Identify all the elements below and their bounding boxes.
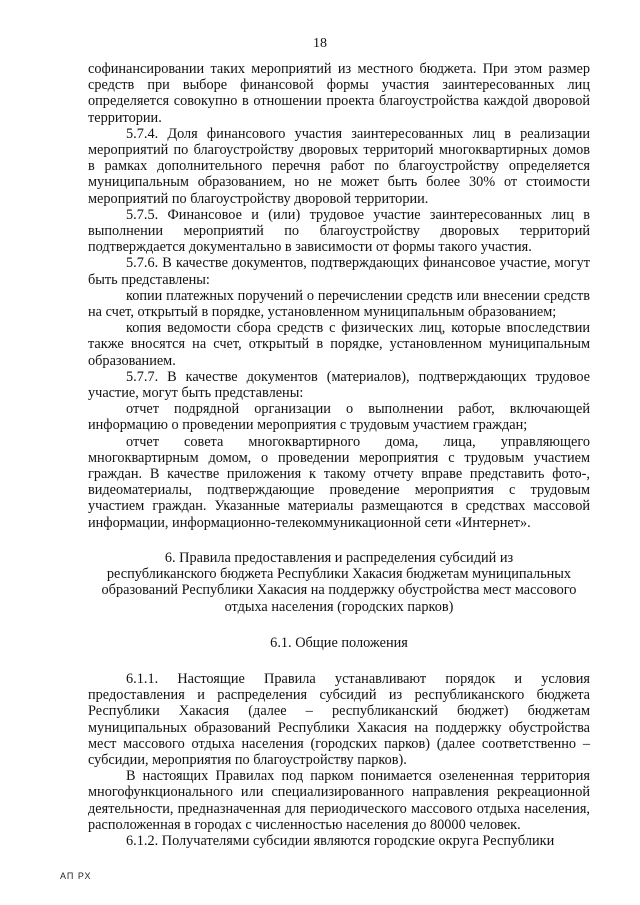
list-item-collection-statement: копия ведомости сбора средств с физических лиц, которые впоследствии также вносятся на счет, открытый в порядке, установленном муниципальным образованием. [88,320,590,369]
list-item-contractor-report: отчет подрядной организации о выполнении работ, включающей информацию о проведении мероприятия с трудовым участием граждан; [88,401,590,434]
paragraph-5-7-7: 5.7.7. В качестве документов (материалов), подтверждающих трудовое участие, могут быть представлены: [88,368,590,402]
paragraph-5-7-6: 5.7.6. В качестве документов, подтверждающих финансовое участие, могут быть представлены: [88,255,590,288]
list-item-payment-orders: копии платежных поручений о перечислении средств или внесении средств на счет, открытый в порядке, установленном муниципальным образованием; [88,287,590,321]
section-6-heading [88,550,590,615]
list-item-council-report: отчет совета многоквартирного дома, лица, управляющего многоквартирным домом, о проведении мероприятия с трудовым участием граждан. В качестве приложения к такому отчету вправе представить фото-, видеоматериалы, подтверждающие проведение мероприятия с трудовым участием граждан. Указанные материалы размещаются в средствах массовой информации, информационно-телекоммуникационной сети «Интернет». [88,433,590,531]
page-number: 18 [313,36,327,51]
paragraph-park-definition: В настоящих Правилах под парком понимается озелененная территория многофункционального или специализированного направления рекреационной деятельности, предназначенная для периодического массового отдыха населения, расположенная в городах с численностью населения до 80000 человек. [88,768,590,833]
section-6-heading-line-1: 6. Правила предоставления и распределения субсидий из [164,549,514,566]
section-6-heading-line-2: республиканского бюджета Республики Хакасия бюджетам муниципальных [106,566,572,583]
footer-mark: АП РХ [60,871,92,881]
paragraph-6-1-1: 6.1.1. Настоящие Правила устанавливают порядок и условия предоставления и распределения субсидий из республиканского бюджета Республики Хакасия (далее – республиканский бюджет) бюджетам муниципальных образований Республики Хакасия на поддержку обустройства мест массового отдыха населения (городских парков) (далее соответственно – субсидии, мероприятия по благоустройству парков). [88,670,590,768]
paragraph-continuation: софинансировании таких мероприятий из местного бюджета. При этом размер средств при выборе финансовой формы участия заинтересованных лиц определяется совокупно в отношении проекта благоустройства каждой дворовой территории. [88,61,590,126]
document-body [88,61,590,849]
section-6-heading-line-3: образований Республики Хакасия на поддержку обустройства мест массового [101,582,577,599]
section-6-heading-line-4: отдыха населения (городских парков) [224,598,454,615]
paragraph-5-7-4: 5.7.4. Доля финансового участия заинтересованных лиц в реализации мероприятий по благоустройству дворовых территорий многоквартирных домов в рамках дополнительного перечня работ по благоустройству определяется муниципальным образованием, но не может быть более 30% от стоимости мероприятий по благоустройству дворовой территории. [88,125,590,207]
paragraph-6-1-2: 6.1.2. Получателями субсидии являются городские округа Республики [126,832,555,849]
section-6-1-heading: 6.1. Общие положения [270,634,408,651]
paragraph-5-7-5: 5.7.5. Финансовое и (или) трудовое участие заинтересованных лиц в выполнении мероприятий по благоустройству дворовых территорий подтверждается документально в зависимости от формы такого участия. [88,206,590,256]
